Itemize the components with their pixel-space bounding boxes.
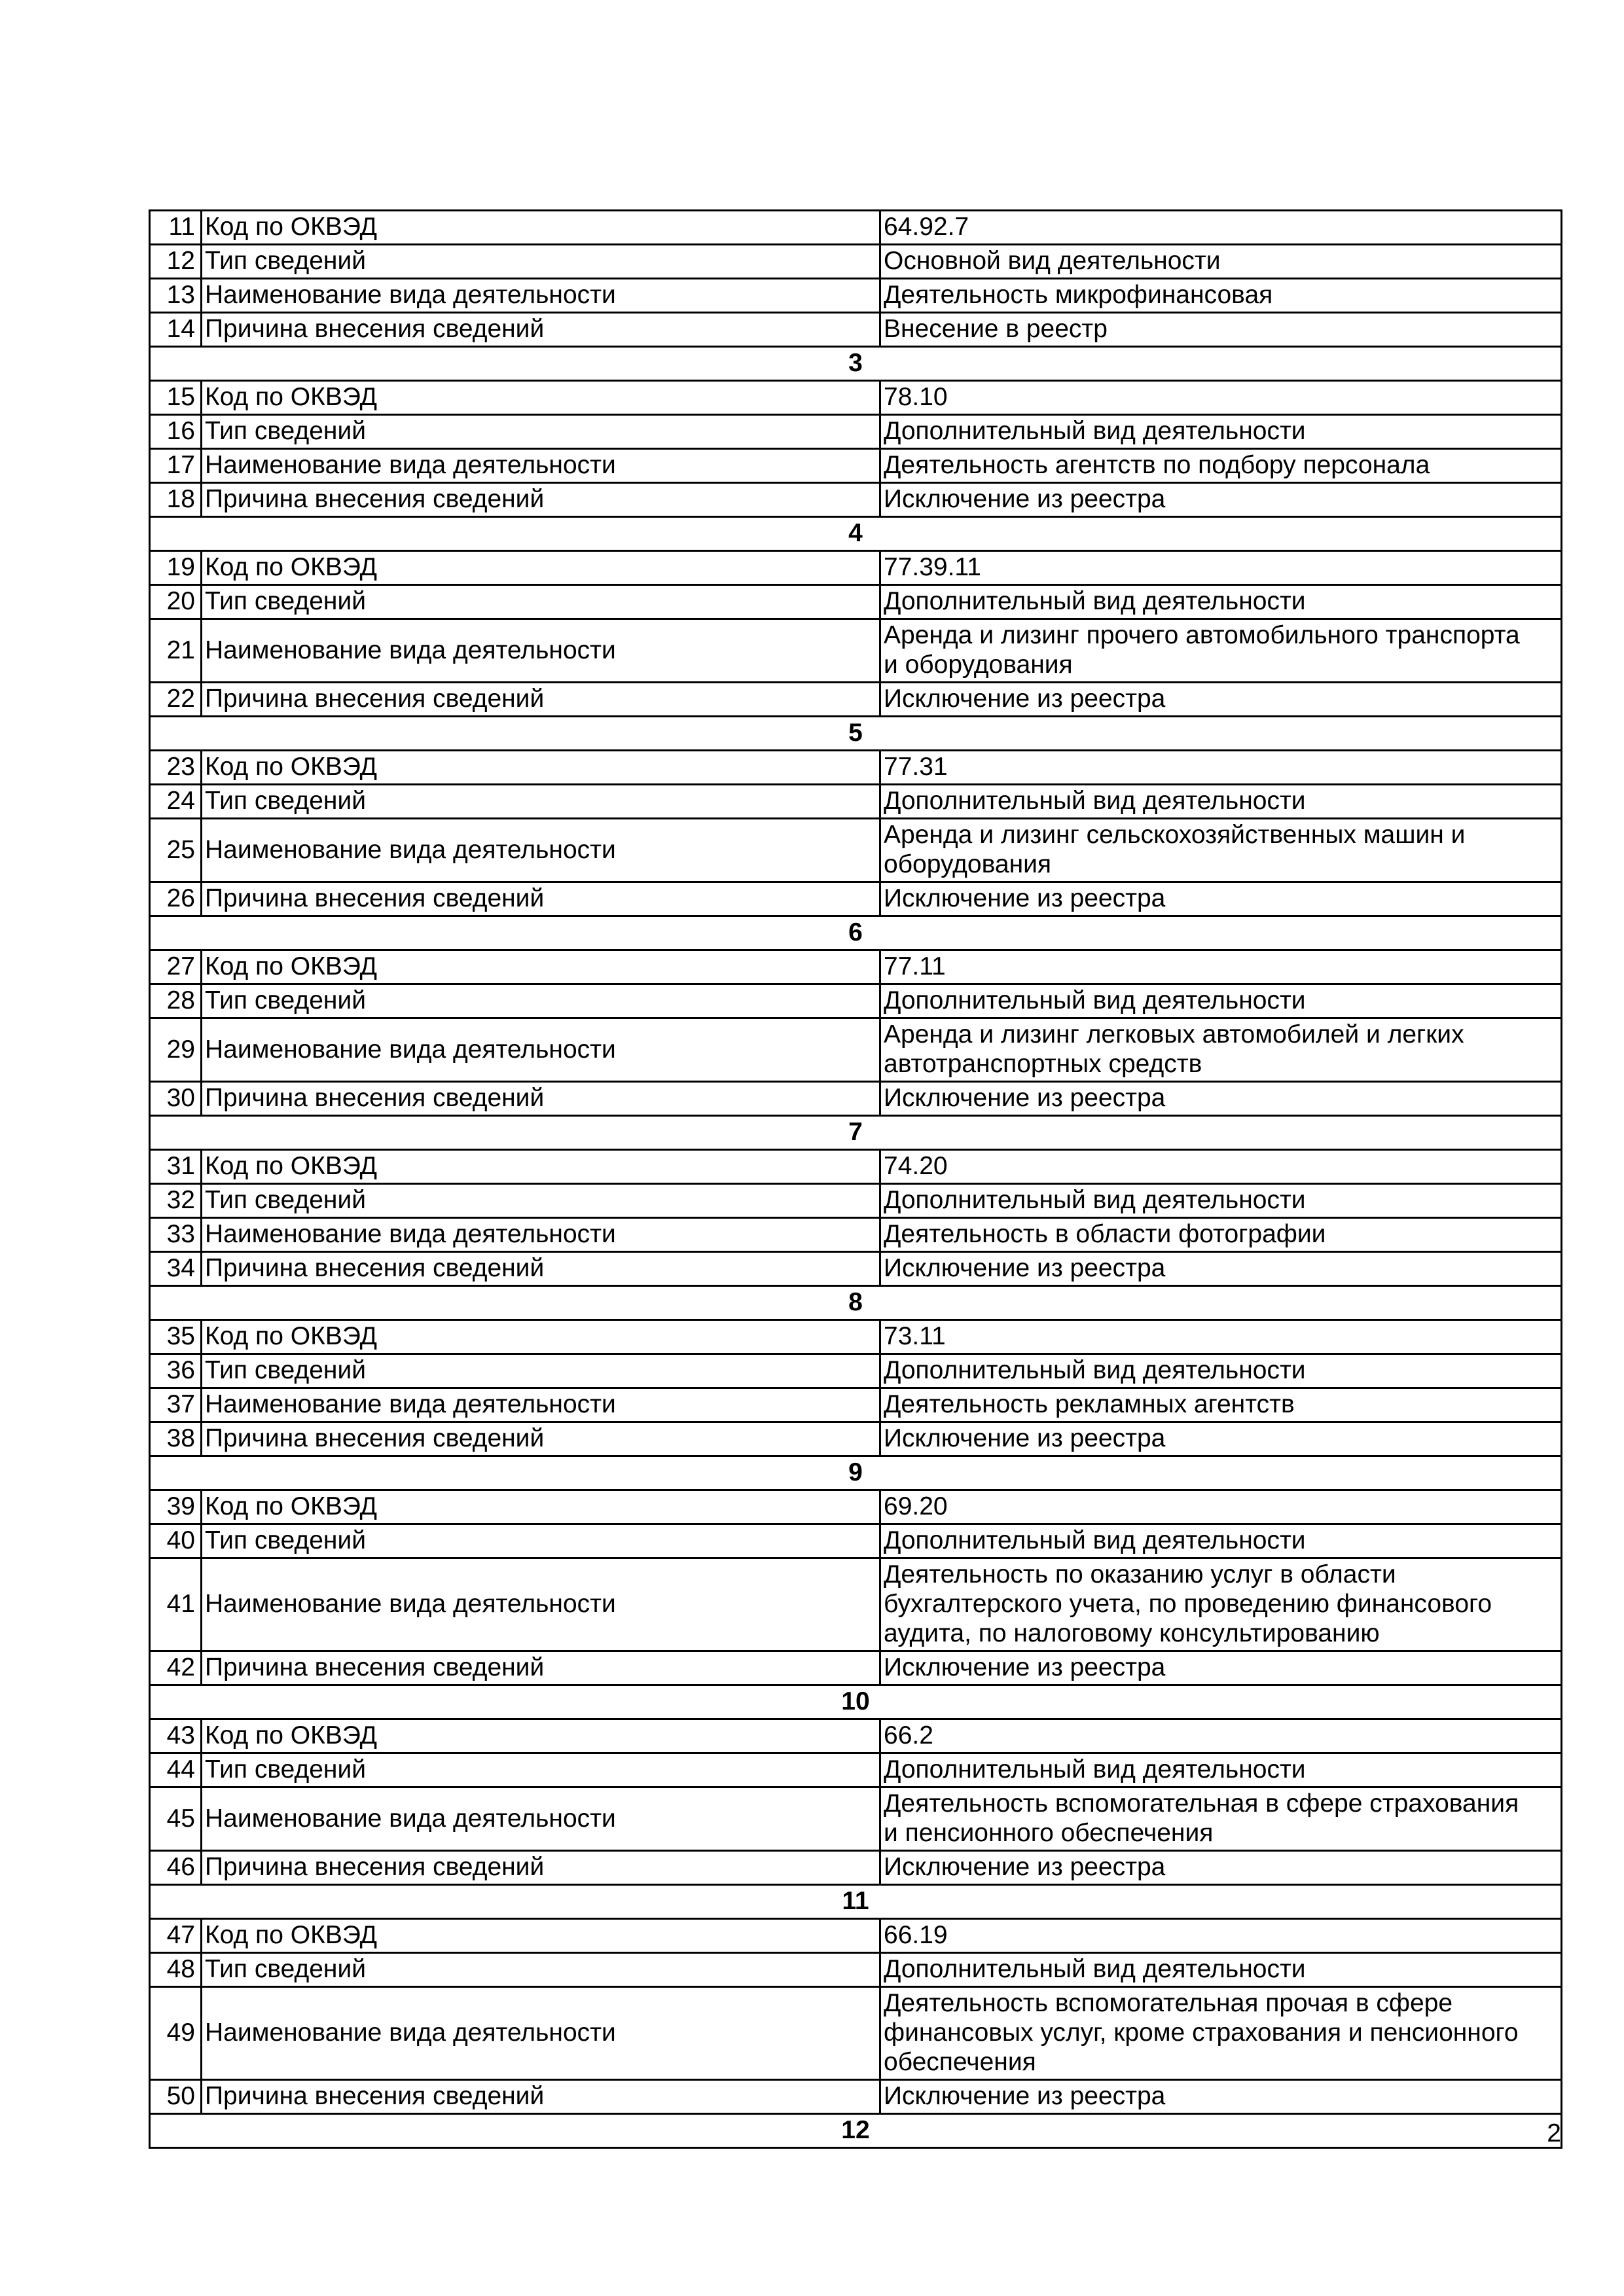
field-value-line: автотранспортных средств xyxy=(884,1050,1202,1078)
field-value: Деятельность в области фотографии xyxy=(880,1218,1562,1252)
table-row xyxy=(150,1252,1562,1286)
field-name: Код по ОКВЭД xyxy=(202,1320,880,1354)
row-number: 43 xyxy=(150,1719,202,1753)
field-name: Код по ОКВЭД xyxy=(202,1490,880,1524)
table-row xyxy=(150,1354,1562,1388)
field-value: Исключение из реестра xyxy=(880,683,1562,717)
field-value-line: обеспечения xyxy=(884,2048,1036,2076)
row-number: 39 xyxy=(150,1490,202,1524)
row-number: 18 xyxy=(150,483,202,517)
field-value: Исключение из реестра xyxy=(880,1082,1562,1116)
section-header-row xyxy=(150,517,1562,551)
section-header-row xyxy=(150,1286,1562,1320)
field-value: 64.92.7 xyxy=(880,211,1562,245)
field-name: Причина внесения сведений xyxy=(202,313,880,347)
activity-table xyxy=(149,209,1562,2149)
field-name: Код по ОКВЭД xyxy=(202,551,880,585)
field-value: Исключение из реестра xyxy=(880,882,1562,916)
section-header-row xyxy=(150,1885,1562,1919)
table-row xyxy=(150,1184,1562,1218)
field-value-line: оборудования xyxy=(884,850,1052,878)
row-number: 26 xyxy=(150,882,202,916)
row-number: 30 xyxy=(150,1082,202,1116)
row-number: 35 xyxy=(150,1320,202,1354)
field-value-line: бухгалтерского учета, по проведению финансового xyxy=(884,1590,1492,1618)
field-name: Причина внесения сведений xyxy=(202,1252,880,1286)
table-row xyxy=(150,449,1562,483)
field-value xyxy=(880,819,1562,882)
table-row xyxy=(150,785,1562,819)
field-name: Тип сведений xyxy=(202,1753,880,1787)
field-value-line: и пенсионного обеспечения xyxy=(884,1819,1214,1847)
table-row xyxy=(150,1490,1562,1524)
field-name: Код по ОКВЭД xyxy=(202,1150,880,1184)
row-number: 45 xyxy=(150,1787,202,1851)
table-row xyxy=(150,819,1562,882)
row-number: 48 xyxy=(150,1953,202,1987)
field-name: Наименование вида деятельности xyxy=(202,619,880,683)
table-row xyxy=(150,245,1562,279)
field-value: Дополнительный вид деятельности xyxy=(880,1354,1562,1388)
field-name: Тип сведений xyxy=(202,585,880,619)
field-value: Дополнительный вид деятельности xyxy=(880,785,1562,819)
table-row xyxy=(150,1651,1562,1685)
row-number: 20 xyxy=(150,585,202,619)
section-number: 3 xyxy=(150,347,1562,381)
field-value-line: и оборудования xyxy=(884,651,1073,679)
field-value: Дополнительный вид деятельности xyxy=(880,1753,1562,1787)
field-value: 66.19 xyxy=(880,1919,1562,1953)
section-number: 5 xyxy=(150,717,1562,751)
field-name: Наименование вида деятельности xyxy=(202,449,880,483)
field-value xyxy=(880,1018,1562,1082)
field-name: Наименование вида деятельности xyxy=(202,819,880,882)
field-value: 69.20 xyxy=(880,1490,1562,1524)
section-number: 10 xyxy=(150,1685,1562,1719)
field-name: Тип сведений xyxy=(202,1953,880,1987)
table-row xyxy=(150,1719,1562,1753)
row-number: 41 xyxy=(150,1558,202,1651)
table-row xyxy=(150,1150,1562,1184)
field-value-line: аудита, по налоговому консультированию xyxy=(884,1619,1380,1647)
row-number: 13 xyxy=(150,279,202,313)
section-header-row xyxy=(150,1685,1562,1719)
section-header-row xyxy=(150,1456,1562,1490)
section-number: 6 xyxy=(150,916,1562,950)
field-name: Тип сведений xyxy=(202,415,880,449)
field-name: Причина внесения сведений xyxy=(202,1651,880,1685)
table-row xyxy=(150,1787,1562,1851)
table-row xyxy=(150,1082,1562,1116)
field-name: Код по ОКВЭД xyxy=(202,950,880,984)
field-value: 74.20 xyxy=(880,1150,1562,1184)
field-name: Причина внесения сведений xyxy=(202,1851,880,1885)
section-number: 7 xyxy=(150,1116,1562,1150)
table-row xyxy=(150,585,1562,619)
field-value: Исключение из реестра xyxy=(880,1422,1562,1456)
table-row xyxy=(150,1558,1562,1651)
row-number: 28 xyxy=(150,984,202,1018)
field-value: Дополнительный вид деятельности xyxy=(880,1184,1562,1218)
row-number: 37 xyxy=(150,1388,202,1422)
field-value: Дополнительный вид деятельности xyxy=(880,1524,1562,1558)
table-row xyxy=(150,1953,1562,1987)
field-name: Код по ОКВЭД xyxy=(202,751,880,785)
field-value: Деятельность микрофинансовая xyxy=(880,279,1562,313)
table-row xyxy=(150,1320,1562,1354)
field-value: Дополнительный вид деятельности xyxy=(880,415,1562,449)
field-value-line: финансовых услуг, кроме страхования и пенсионного xyxy=(884,2018,1519,2047)
field-value: Деятельность агентств по подбору персонала xyxy=(880,449,1562,483)
field-value: 78.10 xyxy=(880,381,1562,415)
section-number: 11 xyxy=(150,1885,1562,1919)
section-number: 9 xyxy=(150,1456,1562,1490)
row-number: 46 xyxy=(150,1851,202,1885)
row-number: 36 xyxy=(150,1354,202,1388)
field-name: Тип сведений xyxy=(202,984,880,1018)
field-name: Код по ОКВЭД xyxy=(202,211,880,245)
field-value xyxy=(880,1987,1562,2080)
table-row xyxy=(150,1388,1562,1422)
field-name: Тип сведений xyxy=(202,1184,880,1218)
field-name: Код по ОКВЭД xyxy=(202,381,880,415)
field-value-line: Аренда и лизинг легковых автомобилей и легких xyxy=(884,1020,1464,1049)
row-number: 24 xyxy=(150,785,202,819)
field-name: Причина внесения сведений xyxy=(202,1082,880,1116)
table-row xyxy=(150,415,1562,449)
field-value-line: Аренда и лизинг прочего автомобильного транспорта xyxy=(884,621,1520,649)
field-value: 66.2 xyxy=(880,1719,1562,1753)
section-number: 12 xyxy=(150,2114,1562,2148)
table-row xyxy=(150,279,1562,313)
field-value: Основной вид деятельности xyxy=(880,245,1562,279)
activity-table-body xyxy=(150,211,1562,2148)
field-name: Причина внесения сведений xyxy=(202,683,880,717)
row-number: 22 xyxy=(150,683,202,717)
page-number: 2 xyxy=(1547,2119,1561,2147)
row-number: 32 xyxy=(150,1184,202,1218)
row-number: 47 xyxy=(150,1919,202,1953)
row-number: 11 xyxy=(150,211,202,245)
field-value: 73.11 xyxy=(880,1320,1562,1354)
table-row xyxy=(150,381,1562,415)
table-row xyxy=(150,2080,1562,2114)
field-name: Тип сведений xyxy=(202,785,880,819)
row-number: 27 xyxy=(150,950,202,984)
section-number: 8 xyxy=(150,1286,1562,1320)
table-row xyxy=(150,1919,1562,1953)
row-number: 50 xyxy=(150,2080,202,2114)
field-name: Наименование вида деятельности xyxy=(202,1987,880,2080)
field-value-line: Аренда и лизинг сельскохозяйственных машин и xyxy=(884,821,1466,849)
field-value-line: Деятельность вспомогательная в сфере страхования xyxy=(884,1789,1519,1818)
field-name: Код по ОКВЭД xyxy=(202,1919,880,1953)
section-header-row xyxy=(150,347,1562,381)
row-number: 33 xyxy=(150,1218,202,1252)
table-row xyxy=(150,313,1562,347)
row-number: 44 xyxy=(150,1753,202,1787)
field-name: Наименование вида деятельности xyxy=(202,1558,880,1651)
row-number: 15 xyxy=(150,381,202,415)
section-number: 4 xyxy=(150,517,1562,551)
field-value: Дополнительный вид деятельности xyxy=(880,984,1562,1018)
row-number: 25 xyxy=(150,819,202,882)
field-value: Дополнительный вид деятельности xyxy=(880,1953,1562,1987)
field-name: Причина внесения сведений xyxy=(202,483,880,517)
row-number: 42 xyxy=(150,1651,202,1685)
field-name: Наименование вида деятельности xyxy=(202,279,880,313)
field-value xyxy=(880,1787,1562,1851)
field-value: 77.31 xyxy=(880,751,1562,785)
table-row xyxy=(150,1422,1562,1456)
field-value-line: Деятельность по оказанию услуг в области xyxy=(884,1560,1396,1588)
table-row xyxy=(150,882,1562,916)
field-name: Причина внесения сведений xyxy=(202,2080,880,2114)
row-number: 17 xyxy=(150,449,202,483)
field-name: Код по ОКВЭД xyxy=(202,1719,880,1753)
table-row xyxy=(150,984,1562,1018)
field-value: 77.11 xyxy=(880,950,1562,984)
field-value xyxy=(880,1558,1562,1651)
field-value: Исключение из реестра xyxy=(880,1651,1562,1685)
field-value: Деятельность рекламных агентств xyxy=(880,1388,1562,1422)
table-row xyxy=(150,950,1562,984)
table-row xyxy=(150,683,1562,717)
row-number: 23 xyxy=(150,751,202,785)
table-row xyxy=(150,1753,1562,1787)
row-number: 40 xyxy=(150,1524,202,1558)
field-name: Причина внесения сведений xyxy=(202,882,880,916)
field-name: Тип сведений xyxy=(202,1354,880,1388)
section-header-row xyxy=(150,717,1562,751)
row-number: 21 xyxy=(150,619,202,683)
row-number: 12 xyxy=(150,245,202,279)
row-number: 31 xyxy=(150,1150,202,1184)
field-name: Наименование вида деятельности xyxy=(202,1787,880,1851)
table-row xyxy=(150,551,1562,585)
field-value: Исключение из реестра xyxy=(880,483,1562,517)
row-number: 19 xyxy=(150,551,202,585)
row-number: 16 xyxy=(150,415,202,449)
table-row xyxy=(150,211,1562,245)
field-value: 77.39.11 xyxy=(880,551,1562,585)
section-header-row xyxy=(150,916,1562,950)
table-row xyxy=(150,1018,1562,1082)
field-value: Исключение из реестра xyxy=(880,1252,1562,1286)
table-row xyxy=(150,1851,1562,1885)
table-row xyxy=(150,751,1562,785)
row-number: 14 xyxy=(150,313,202,347)
field-value xyxy=(880,619,1562,683)
field-name: Наименование вида деятельности xyxy=(202,1218,880,1252)
table-row xyxy=(150,619,1562,683)
field-value: Внесение в реестр xyxy=(880,313,1562,347)
table-row xyxy=(150,1987,1562,2080)
field-name: Наименование вида деятельности xyxy=(202,1018,880,1082)
table-row xyxy=(150,483,1562,517)
row-number: 34 xyxy=(150,1252,202,1286)
section-header-row xyxy=(150,2114,1562,2148)
row-number: 49 xyxy=(150,1987,202,2080)
field-name: Тип сведений xyxy=(202,1524,880,1558)
field-name: Наименование вида деятельности xyxy=(202,1388,880,1422)
row-number: 38 xyxy=(150,1422,202,1456)
row-number: 29 xyxy=(150,1018,202,1082)
table-row xyxy=(150,1218,1562,1252)
field-value: Дополнительный вид деятельности xyxy=(880,585,1562,619)
field-name: Тип сведений xyxy=(202,245,880,279)
table-row xyxy=(150,1524,1562,1558)
section-header-row xyxy=(150,1116,1562,1150)
field-value: Исключение из реестра xyxy=(880,1851,1562,1885)
field-value-line: Деятельность вспомогательная прочая в сфере xyxy=(884,1989,1453,2017)
field-name: Причина внесения сведений xyxy=(202,1422,880,1456)
field-value: Исключение из реестра xyxy=(880,2080,1562,2114)
